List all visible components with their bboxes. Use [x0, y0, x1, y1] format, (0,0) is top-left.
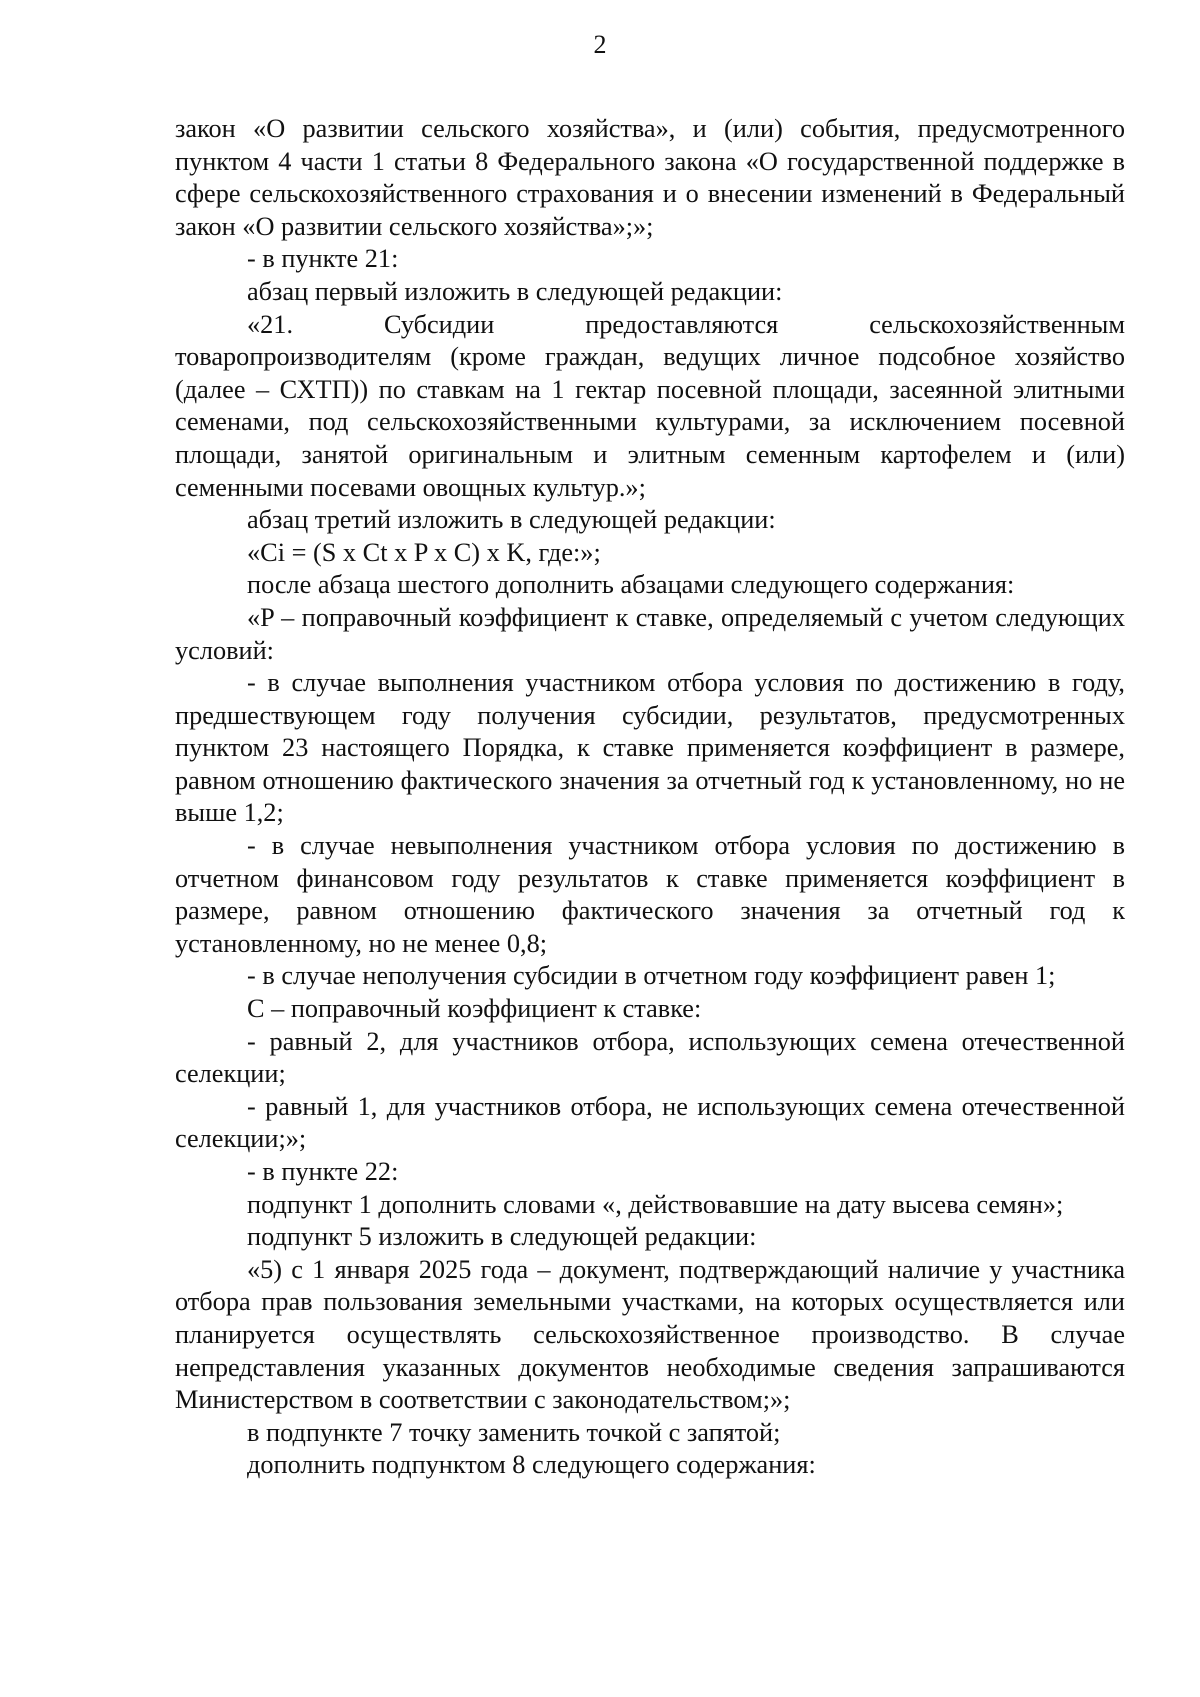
- page-number: 2: [593, 30, 607, 59]
- paragraph: «21. Субсидии предоставляются сельскохозяйственным товаропроизводителям (кроме граждан, ведущих личное подсобное хозяйство (далее – СХТП)) по ставкам на 1 гектар посевной площади, засеянной элитными семенами, под сельскохозяйственными культурами, за исключением посевной площади, занятой оригинальным и элитным семенным картофелем и (или) семенными посевами овощных культур.»;: [175, 309, 1125, 502]
- paragraph: после абзаца шестого дополнить абзацами следующего содержания:: [247, 570, 1015, 600]
- paragraph: подпункт 5 изложить в следующей редакции:: [247, 1222, 757, 1252]
- paragraph: С – поправочный коэффициент к ставке:: [247, 994, 702, 1024]
- paragraph: «P – поправочный коэффициент к ставке, определяемый с учетом следующих условий:: [175, 602, 1125, 665]
- paragraph: абзац первый изложить в следующей редакции:: [247, 276, 783, 306]
- list-item: - равный 1, для участников отбора, не использующих семена отечественной селекции;»;: [175, 1091, 1125, 1154]
- list-item: - равный 2, для участников отбора, использующих семена отечественной селекции;: [175, 1026, 1125, 1089]
- list-item: - в случае невыполнения участником отбора условия по достижению в отчетном финансовом году результатов к ставке применяется коэффициент в размере, равном отношению фактического значения за отчетный год к установленному, но не менее 0,8;: [175, 831, 1125, 958]
- paragraph: в подпункте 7 точку заменить точкой с запятой;: [247, 1417, 781, 1447]
- paragraph: абзац третий изложить в следующей редакции:: [247, 505, 776, 535]
- paragraph: «5) с 1 января 2025 года – документ, подтверждающий наличие у участника отбора прав пользования земельными участками, на которых осуществляется или планируется осуществлять сельскохозяйственное производство. В случае непредставления указанных документов необходимые сведения запрашиваются Министерством в соответствии с законодательством;»;: [175, 1254, 1125, 1415]
- formula-paragraph: «Ci = (S x Ct x P x C) x K, где:»;: [247, 537, 601, 567]
- paragraph: закон «О развитии сельского хозяйства», и (или) события, предусмотренного пунктом 4 части 1 статьи 8 Федерального закона «О государственной поддержке в сфере сельскохозяйственного страхования и о внесении изменений в Федеральный закон «О развитии сельского хозяйства»;»;: [175, 114, 1125, 241]
- document-body: [175, 113, 1125, 1482]
- list-item: - в пункте 22:: [247, 1157, 399, 1186]
- list-item: - в случае неполучения субсидии в отчетном году коэффициент равен 1;: [247, 961, 1056, 991]
- paragraph: дополнить подпунктом 8 следующего содержания:: [247, 1450, 816, 1480]
- paragraph: подпункт 1 дополнить словами «, действовавшие на дату высева семян»;: [247, 1189, 1064, 1219]
- list-item: - в случае выполнения участником отбора условия по достижению в году, предшествующем году получения субсидии, результатов, предусмотренных пунктом 23 настоящего Порядка, к ставке применяется коэффициент в размере, равном отношению фактического значения за отчетный год к установленному, но не выше 1,2;: [175, 668, 1125, 828]
- paragraph: - в пункте 21:: [247, 244, 399, 274]
